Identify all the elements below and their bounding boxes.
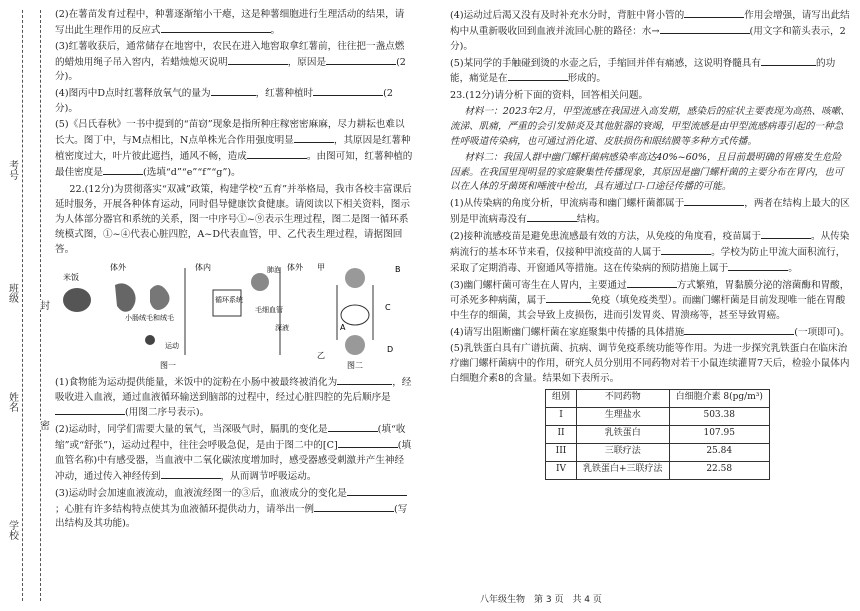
q22-stem: 22.(12分)为贯彻落实“双减”政策，构建学校“五育”并举格局，我市各校丰富课后延时服务，开展各种体育运动，同时倡导健康饮食健康。请阅读以下相关资料，图示为人体部分器官和系统的关系，图一中序号①~⑨表示生理过程，图二是图一循环系统模式图，①~④代表心脏四腔，A~D代表血管，甲、乙代表生理过程，请据图回答。 — [55, 184, 412, 255]
table-cell: 生理盐水 — [577, 407, 670, 425]
runner-icon — [145, 335, 155, 345]
q21-part5: (5)《吕氏春秋》一书中提到的“苗窃”现象是指所种庄稼密密麻麻，尽力耕耘也难以长大。图丁中，与M点相比，N点单株光合作用强度明显 ，其原因是红薯种植密度过大，叶片彼此遮挡，通风不畅，造成 。由图可知，红薯种植的最佳密度是 (选填“d”“e”“f”“g”)。 — [55, 119, 413, 178]
fig-label-circ: 循环系统 — [215, 295, 243, 304]
table-header: 不同药物 — [577, 389, 670, 407]
fig-label-alveoli: 肺泡 — [267, 265, 281, 274]
q21-part4: (4)图丙中D点时红薯释放氧气的量为 ，红薯种植时 (2分)。 — [55, 88, 394, 115]
table-cell: 503.38 — [669, 407, 769, 425]
page-footer: 八年级生物 第 3 页 共 4 页 — [480, 595, 602, 605]
material-one: 材料一：2023年2月，甲型流感在我国进入高发期，感染后的症状主要表现为高热、咳嗽、流涕、肌痛，严重的会引发肺炎及其他脏器的衰竭，甲型流感是由甲型流感病毒引起的一种急性呼吸道传染病，也可通过消化道、皮肤损伤和眼结膜等多种方式传播。 — [450, 106, 850, 147]
q22-part5: (5)某同学的手触碰到烫的水壶之后，手缩回并伴有痛感，这说明脊髓具有 的功能，痛觉是在 形成的。 — [450, 57, 836, 85]
table-header: 白细胞介素 8(pg/m³) — [669, 389, 769, 407]
exam-number-label: 考号 — [6, 160, 18, 180]
fig2-label-d: D — [387, 344, 394, 354]
tissue-capillary-icon — [345, 335, 365, 355]
fig2-label-b: B — [395, 264, 401, 274]
results-table — [545, 389, 770, 480]
table-row — [546, 461, 770, 479]
table-cell: II — [546, 425, 577, 443]
secret-mark: 密 — [35, 420, 51, 430]
table-cell: 乳铁蛋白 — [577, 425, 670, 443]
q22-part1: (1)食物能为运动提供能量，米饭中的淀粉在小肠中被最终被消化为 ，经吸收进入血液，通过血液循环输送到脑部的过程中，经过心脏四腔的先后顺序是(用图二序号表示)。 — [55, 376, 412, 419]
material-two: 材料二：我国人群中幽门螺杆菌病感染率高达40%~60%，且目前最明确的胃癌发生危险因素。在我国里现明显的家庭聚集性传播现象，其原因是幽门螺杆菌的主要分布在胃内，也可以在人体的牙菌斑和唾液中检出，具有通过口-口途径传播的可能。 — [450, 151, 844, 193]
table-row — [546, 425, 770, 443]
rice-bowl-icon — [63, 288, 91, 312]
q23-part5: (5)乳铁蛋白具有广谱抗菌、抗病、调节免疫系统功能等作用。为进一步探究乳铁蛋白在临床治疗幽门螺杆菌病中的作用，研究人员分别用不同药物对若干小鼠连续灌胃7天后，检验小鼠体内白细胞介素8的含量。结果如下表所示。 — [450, 343, 850, 384]
fig-label-exercise: 运动 — [165, 341, 179, 350]
figures-area — [55, 260, 413, 373]
fig-label-villi: 小肠绒毛和绒毛 — [125, 313, 174, 322]
table-cell: 107.95 — [669, 425, 769, 443]
table-cell: 乳铁蛋白+三联疗法 — [577, 461, 670, 479]
table-cell: 22.58 — [669, 461, 769, 479]
fig2-label-a: A — [340, 322, 346, 332]
stomach-icon — [115, 283, 136, 311]
fig-label-outside1: 体外 — [110, 262, 126, 272]
fig2-label-yi: 乙 — [317, 350, 325, 360]
table-row — [546, 443, 770, 461]
q23-part3: (3)幽门螺杆菌可寄生在人胃内，主要通过 方式繁殖，胃黏膜分泌的溶菌酶和胃酸，可杀死多种病菌，属于 免疫（填免疫类型）。而幽门螺杆菌是目前发现唯一能在胃酸中生存的细菌，其会导致上皮损伤，进而引发胃炎、胃溃疡等，甚至导致胃癌。 — [450, 279, 850, 322]
figure-one-two — [55, 260, 413, 373]
heart-icon — [341, 305, 369, 325]
fig-label-fluid: 深液 — [275, 323, 289, 332]
intestine-icon — [150, 285, 170, 310]
table-header-row — [546, 389, 770, 407]
name-label: 姓名 — [6, 392, 18, 412]
q23-part1: (1)从传染病的角度分析，甲流病毒和幽门螺杆菌都属于 ，两者在结构上最大的区别是甲流病毒没有 结构。 — [450, 198, 850, 226]
fig-label-capillary: 毛细血管 — [255, 305, 283, 314]
fig-label-rice: 米饭 — [63, 272, 79, 282]
lung-alveoli-icon — [345, 268, 365, 288]
table-cell: 三联疗法 — [577, 443, 670, 461]
school-label: 学校 — [6, 520, 18, 540]
right-column — [450, 8, 850, 480]
fig1-caption: 图一 — [160, 360, 176, 370]
q21-part3: (3)红薯收获后，通常储存在地窖中，农民在进入地窖取拿红薯前，往往把一盏点燃的蜡烛用绳子吊入窖内，若蜡烛熄灭说明 ，原因是 (2分)。 — [55, 40, 406, 83]
alveoli-icon — [251, 273, 269, 291]
seal-mark: 封 — [35, 300, 51, 310]
fig2-label-jia: 甲 — [317, 262, 325, 272]
class-label: 班级 — [6, 283, 18, 303]
q23-part4: (4)请写出阻断幽门螺杆菌在家庭聚集中传播的具体措施 (一项即可)。 — [450, 327, 850, 339]
margin-line-outer — [22, 10, 23, 601]
q22-part2: (2)运动时，同学们需要大量的氧气，当深吸气时，膈肌的变化是 (填“收缩”或“舒张”)，运动过程中，往往会呼吸急促，是由于图二中的[C] (填血管名称)中有感受器，当血液中二氧化碳浓度增加时，感受器感受刺激并产生神经冲动，通过传入神经传到 ，从而调节呼吸运动。 — [55, 424, 412, 482]
table-cell: IV — [546, 461, 577, 479]
fig2-caption: 图二 — [347, 360, 363, 370]
q23-part2: (2)接种流感疫苗是避免患流感最有效的方法，从免疫的角度看，疫苗属于 。从传染病流行的基本环节来看，仅接种甲流疫苗的人属于 。学校为防止甲流大面积流行，采取了定期消毒、开窗通风等措施。这在传染病的预防措施上属于 。 — [450, 231, 850, 274]
table-cell: I — [546, 407, 577, 425]
table-cell: 25.84 — [669, 443, 769, 461]
table-cell: III — [546, 443, 577, 461]
q23-stem: 23.(12分)请分析下面的资料，回答相关问题。 — [450, 90, 649, 102]
binding-margin — [0, 0, 50, 611]
fig-label-outside2: 体外 — [287, 262, 303, 272]
q22-part4: (4)运动过后渴又没有及时补充水分时，背脏中肾小管的 作用会增强，请写出此结构中从重新吸收回到血液并流回心脏的路径：水→ (用文字和箭头表示，2分)。 — [450, 10, 850, 52]
fig2-label-c: C — [385, 302, 391, 312]
table-header: 组别 — [546, 389, 577, 407]
q22-part3: (3)运动时会加速血液流动，血液流经图一的③后，血液成分的变化是；心脏有许多结构特点使其为血液循环提供动力，请举出一例 (写出结构及其功能)。 — [55, 487, 408, 530]
table-row — [546, 407, 770, 425]
fig-label-inside: 体内 — [195, 262, 211, 272]
left-column — [55, 8, 413, 533]
q21-part2: (2)在薯苗发育过程中，种薯逐渐缩小干瘪，这是种薯细胞进行生理活动的结果，请写出此生理作用的反应式 。 — [55, 9, 405, 36]
